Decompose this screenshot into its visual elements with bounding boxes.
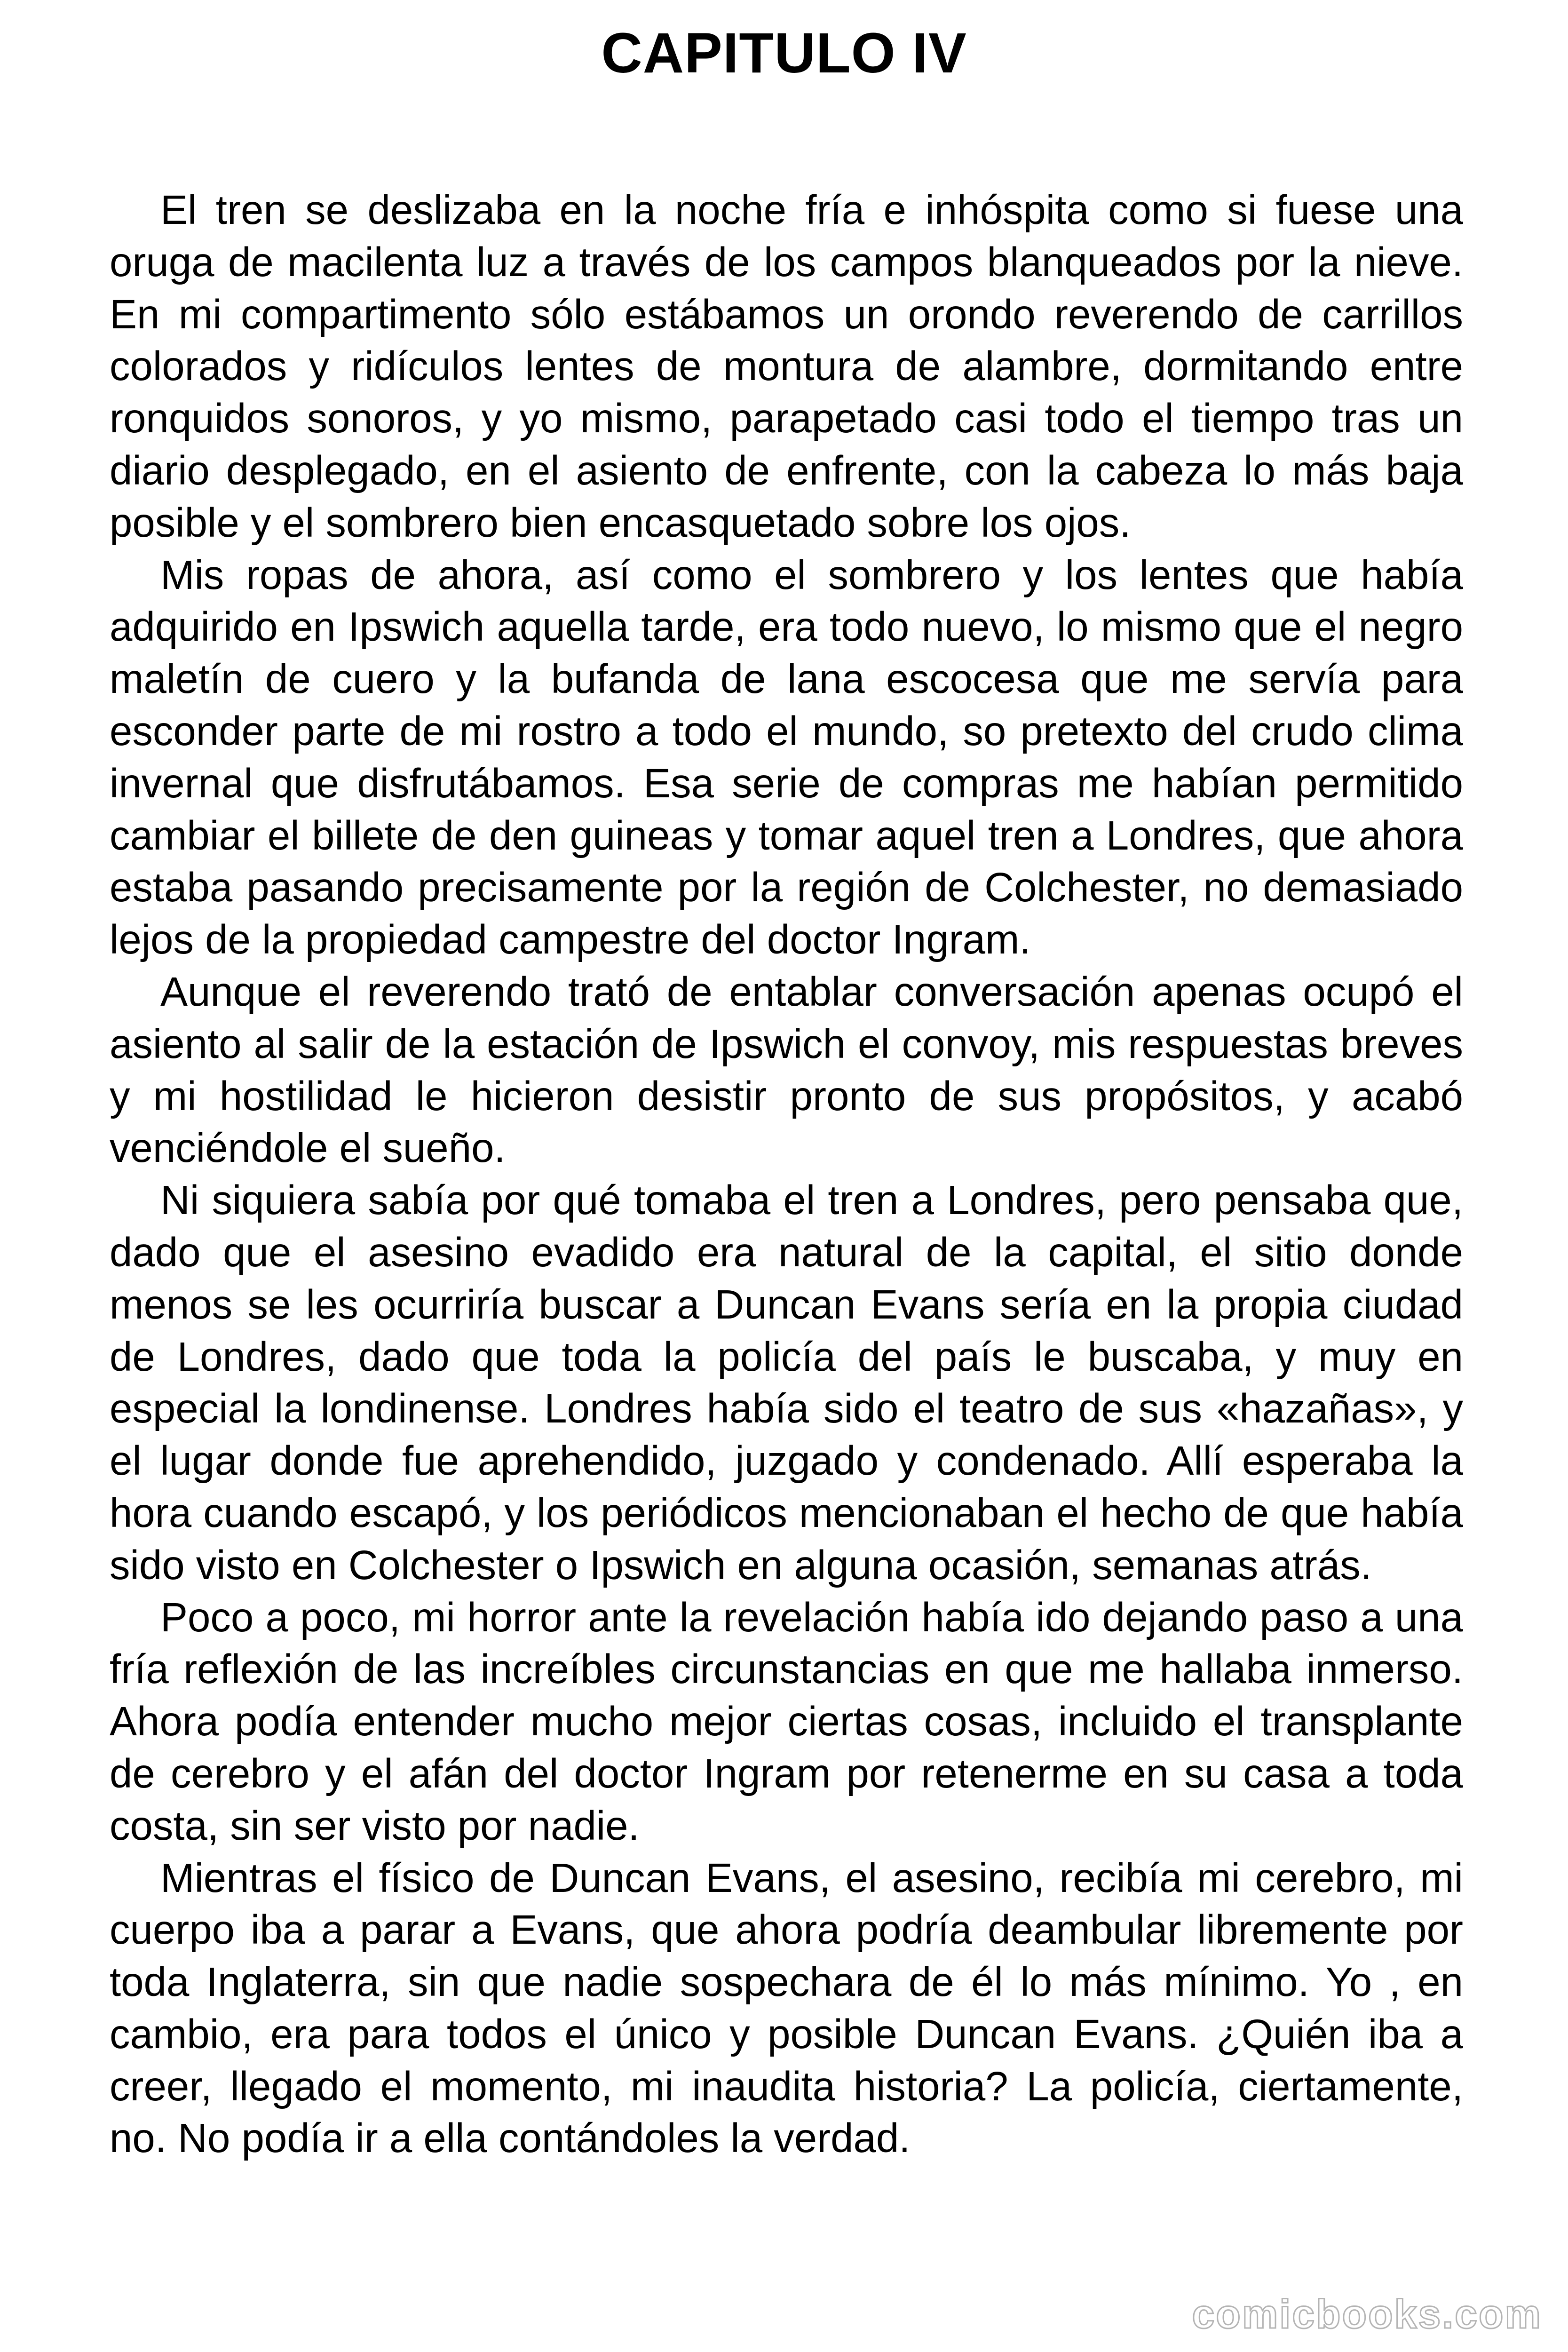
watermark: comicbooks.com [1192,2292,1542,2337]
paragraph-6: Mientras el físico de Duncan Evans, el asesino, recibía mi cerebro, mi cuerpo iba a parar a Evans, que ahora podría deambular libremente por toda Inglaterra, sin que nadie sospechara de él lo más mínimo. Yo , en cambio, era para todos el único y posible Duncan Evans. ¿Quién iba a creer, llegado el momento, mi inaudita historia? La policía, ciertamente, no. No podía ir a ella contándoles la verdad. [110,1855,1463,2161]
chapter-body [110,184,1463,2165]
paragraph-1: El tren se deslizaba en la noche fría e inhóspita como si fuese una oruga de macilenta luz a través de los campos blanqueados por la nieve. En mi compartimento sólo estábamos un orondo reverendo de carrillos colorados y ridículos lentes de montura de alambre, dormitando entre ronquidos sonoros, y yo mismo, parapetado casi todo el tiempo tras un diario desplegado, en el asiento de enfrente, con la cabeza lo más baja posible y el sombrero bien encasquetado sobre los ojos. [110,187,1463,546]
paragraph-3: Aunque el reverendo trató de entablar conversación apenas ocupó el asiento al salir de la estación de Ipswich el convoy, mis respuestas breves y mi hostilidad le hicieron desistir pronto de sus propósitos, y acabó venciéndole el sueño. [110,969,1463,1171]
chapter-title: CAPITULO IV [601,21,967,85]
paragraph-5: Poco a poco, mi horror ante la revelación había ido dejando paso a una fría reflexión de las increíbles circunstancias en que me hallaba inmerso. Ahora podía entender mucho mejor ciertas cosas, incluido el transplante de cerebro y el afán del doctor Ingram por retenerme en su casa a toda costa, sin ser visto por nadie. [110,1594,1463,1849]
paragraph-4: Ni siquiera sabía por qué tomaba el tren a Londres, pero pensaba que, dado que el asesino evadido era natural de la capital, el sitio donde menos se les ocurriría buscar a Duncan Evans sería en la propia ciudad de Londres, dado que toda la policía del país le buscaba, y muy en especial la londinense. Londres había sido el teatro de sus «hazañas», y el lugar donde fue aprehendido, juzgado y condenado. Allí esperaba la hora cuando escapó, y los periódicos mencionaban el hecho de que había sido visto en Colchester o Ipswich en alguna ocasión, semanas atrás. [110,1177,1463,1588]
paragraph-2: Mis ropas de ahora, así como el sombrero y los lentes que había adquirido en Ipswich aquella tarde, era todo nuevo, lo mismo que el negro maletín de cuero y la bufanda de lana escocesa que me servía para esconder parte de mi rostro a todo el mundo, so pretexto del crudo clima invernal que disfrutábamos. Esa serie de compras me habían permitido cambiar el billete de den guineas y tomar aquel tren a Londres, que ahora estaba pasando precisamente por la región de Colchester, no demasiado lejos de la propiedad campestre del doctor Ingram. [110,552,1463,963]
